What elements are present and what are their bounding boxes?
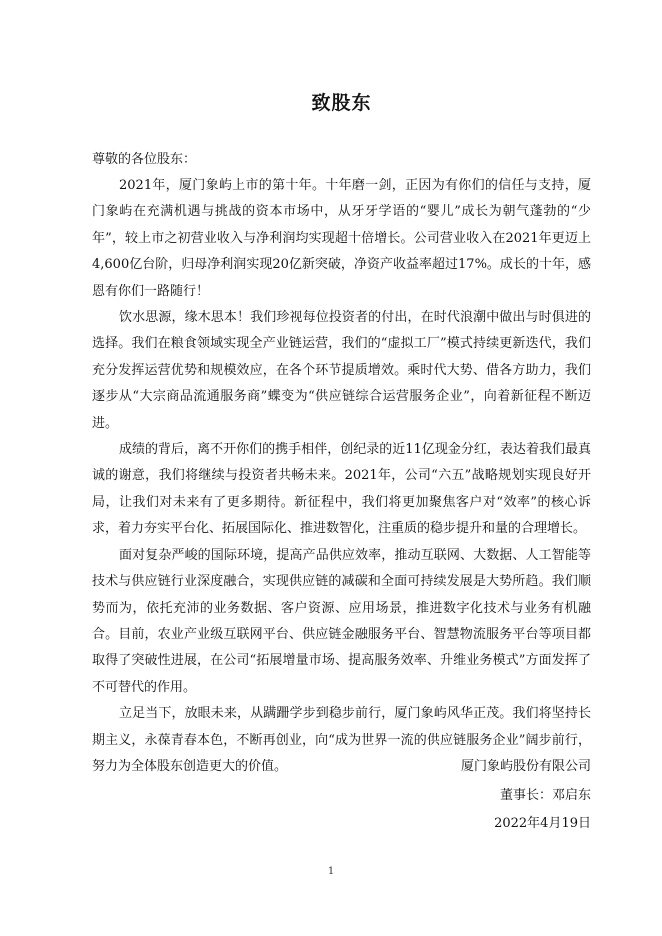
- page-title: 致股东: [311, 92, 372, 114]
- paragraph: 立足当下，放眼未来，从蹒跚学步到稳步前行，厦门象屿风华正茂。我们将坚持长期主义，永葆青春本色，不断再创业，向“成为世界一流的供应链服务企业”阔步前行，努力为全体股东创造更大的价值。: [92, 706, 591, 774]
- paragraph: 饮水思源，缘木思本！我们珍视每位投资者的付出，在时代浪潮中做出与时俱进的选择。我们在粮食领域实现全产业链运营，我们的“虚拟工厂”模式持续更新迭代，我们充分发挥运营优势和规模效应，在各个环节提质增效。乘时代大势、借各方助力，我们逐步从“大宗商品流通服务商”蝶变为“供应链综合运营服务企业”，向着新征程不断迈进。: [92, 310, 591, 431]
- signature-date: 2022年4月19日: [494, 816, 591, 831]
- signature-company: 厦门象屿股份有限公司: [460, 759, 591, 774]
- paragraph: 2021年，厦门象屿上市的第十年。十年磨一剑，正因为有你们的信任与支持，厦门象屿在充满机遇与挑战的资本市场中，从牙牙学语的“婴儿”成长为朝气蓬勃的“少年”，较上市之初营业收入与净利润均实现超十倍增长。公司营业收入在2021年更迈上4,600亿台阶，归母净利润实现20亿新突破，净资产收益率超过17%。成长的十年，感恩有你们一路随行！: [92, 178, 591, 299]
- page-number: 1: [327, 866, 335, 877]
- letter-body: [92, 173, 591, 780]
- paragraph: 成绩的背后，离不开你们的携手相伴，创纪录的近11亿现金分红，表达着我们最真诚的谢意，我们将继续与投资者共畅未来。2021年，公司“六五”战略规划实现良好开局，让我们对未来有了更多期待。新征程中，我们将更加聚焦客户对“效率”的核心诉求，着力夯实平台化、拓展国际化、推进数智化，注重质的稳步提升和量的合理增长。: [92, 442, 591, 537]
- signature-chairman: 董事长：邓启东: [499, 788, 591, 803]
- paragraph: 面对复杂严峻的国际环境，提高产品供应效率，推动互联网、大数据、人工智能等技术与供应链行业深度融合，实现供应链的减碳和全面可持续发展是大势所趋。我们顺势而为，依托充沛的业务数据、客户资源、应用场景，推进数字化技术与业务有机融合。目前，农业产业级互联网平台、供应链金融服务平台、智慧物流服务平台等项目都取得了突破性进展，在公司“拓展增量市场、提高服务效率、升维业务模式”方面发挥了不可替代的作用。: [92, 547, 591, 695]
- salutation: 尊敬的各位股东：: [92, 152, 197, 167]
